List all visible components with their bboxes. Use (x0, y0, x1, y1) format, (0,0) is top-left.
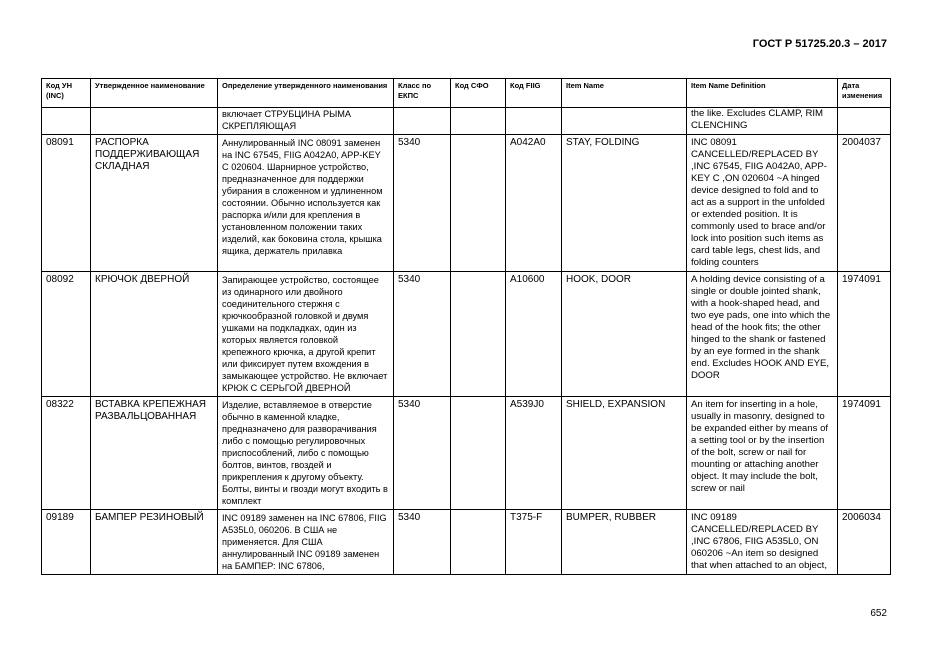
cell-definition: включает СТРУБЦИНА РЫМА СКРЕПЛЯЮЩАЯ (218, 108, 394, 135)
cell-item-name: BUMPER, RUBBER (562, 510, 687, 575)
cell-definition: Изделие, вставляемое в отверстие обычно в каменной кладке, предназначено для разворачивания либо с помощью регулировочных приспособлений, либо с помощью болтов, винтов, гвоздей и прикрепления к другому объекту. Болты, винты и гвозди могут входить в комплект (218, 397, 394, 510)
cell-approved-name: ВСТАВКА КРЕПЕЖНАЯ РАЗВАЛЬЦОВАННАЯ (91, 397, 218, 510)
cell-fiig-code: A10600 (506, 272, 562, 397)
cell-code: 08091 (42, 135, 91, 272)
cell-fiig-code: A539J0 (506, 397, 562, 510)
header-code: Код УН (INC) (42, 79, 91, 108)
header-item-name-definition: Item Name Definition (687, 79, 838, 108)
cell-sfo-code (451, 108, 506, 135)
cell-sfo-code (451, 135, 506, 272)
cell-ekps-class (394, 108, 451, 135)
item-name-table (41, 78, 891, 575)
cell-sfo-code (451, 272, 506, 397)
cell-ekps-class: 5340 (394, 135, 451, 272)
cell-item-name: SHIELD, EXPANSION (562, 397, 687, 510)
table-row (42, 272, 891, 397)
header-approved-name: Утвержденное наименование (91, 79, 218, 108)
table-row (42, 135, 891, 272)
cell-item-name: STAY, FOLDING (562, 135, 687, 272)
table-row (42, 510, 891, 575)
cell-fiig-code: T375-F (506, 510, 562, 575)
cell-approved-name: РАСПОРКА ПОДДЕРЖИВАЮЩАЯ СКЛАДНАЯ (91, 135, 218, 272)
page-number: 652 (870, 608, 887, 619)
cell-approved-name (91, 108, 218, 135)
cell-approved-name: БАМПЕР РЕЗИНОВЫЙ (91, 510, 218, 575)
cell-ekps-class: 5340 (394, 272, 451, 397)
cell-sfo-code (451, 510, 506, 575)
cell-item-name-definition: INC 08091 CANCELLED/REPLACED BY ,INC 67545, FIIG A042A0, APP-KEY C ,ON 020604 ~A hinged device designed to fold and to act as a support in the unfolded or extended position. It is commonly used to brace and/or lock into position such items as card table legs, chest lids, and folding counters (687, 135, 838, 272)
header-item-name: Item Name (562, 79, 687, 108)
cell-definition: Запирающее устройство, состоящее из одинарного или двойного соединительного стержня с крючкообразной головкой и двумя ушками на подкладках, один из которых является головкой крепежного крючка, а другой крепит или фиксирует путем вхождения в замыкающее устройство. Не включает КРЮК С СЕРЬГОЙ ДВЕРНОЙ (218, 272, 394, 397)
header-change-date: Дата изменения (838, 79, 891, 108)
cell-item-name-definition: INC 09189 CANCELLED/REPLACED BY ,INC 67806, FIIG A535L0, ON 060206 ~An item so designed that when attached to an object, (687, 510, 838, 575)
cell-fiig-code (506, 108, 562, 135)
cell-code: 08322 (42, 397, 91, 510)
cell-fiig-code: A042A0 (506, 135, 562, 272)
cell-change-date: 1974091 (838, 397, 891, 510)
cell-ekps-class: 5340 (394, 510, 451, 575)
cell-item-name-definition: An item for inserting in a hole, usually in masonry, designed to be expanded either by means of a setting tool or by the insertion of the bolt, screw or nail for mounting or attaching another object. It may include the bolt, screw or nail (687, 397, 838, 510)
header-sfo-code: Код СФО (451, 79, 506, 108)
cell-approved-name: КРЮЧОК ДВЕРНОЙ (91, 272, 218, 397)
document-header: ГОСТ Р 51725.20.3 – 2017 (752, 38, 887, 50)
header-fiig-code: Код FIIG (506, 79, 562, 108)
cell-item-name-definition: the like. Excludes CLAMP, RIM CLENCHING (687, 108, 838, 135)
cell-definition: INC 09189 заменен на INC 67806, FIIG A535L0, 060206. В США не применяется. Для США аннулированный INC 09189 заменен на БАМПЕР: INC 67806, (218, 510, 394, 575)
cell-code: 09189 (42, 510, 91, 575)
table-header-row (42, 79, 891, 108)
header-definition: Определение утвержденного наименования (218, 79, 394, 108)
cell-sfo-code (451, 397, 506, 510)
cell-item-name: HOOK, DOOR (562, 272, 687, 397)
cell-item-name-definition: A holding device consisting of a single or double jointed shank, with a hook-shaped head, and two eye pads, one into which the head of the hook fits; the other hinged to the shank or fastened by an eye formed in the shank end. Excludes HOOK AND EYE, DOOR (687, 272, 838, 397)
header-ekps-class: Класс по ЕКПС (394, 79, 451, 108)
table-row (42, 397, 891, 510)
cell-item-name (562, 108, 687, 135)
cell-code: 08092 (42, 272, 91, 397)
table-row-continuation (42, 108, 891, 135)
cell-change-date (838, 108, 891, 135)
cell-change-date: 2006034 (838, 510, 891, 575)
cell-change-date: 1974091 (838, 272, 891, 397)
cell-definition: Аннулированный INC 08091 заменен на INC 67545, FIIG A042A0, APP-KEY C 020604. Шарнирное устройство, предназначенное для поддержки убирания в сложенном и удлиненном состоянии. Обычно используется как распорка и/или для крепления в установленном положении таких изделий, как боковина стола, крышка ящика, держатель прилавка (218, 135, 394, 272)
cell-code (42, 108, 91, 135)
cell-change-date: 2004037 (838, 135, 891, 272)
cell-ekps-class: 5340 (394, 397, 451, 510)
